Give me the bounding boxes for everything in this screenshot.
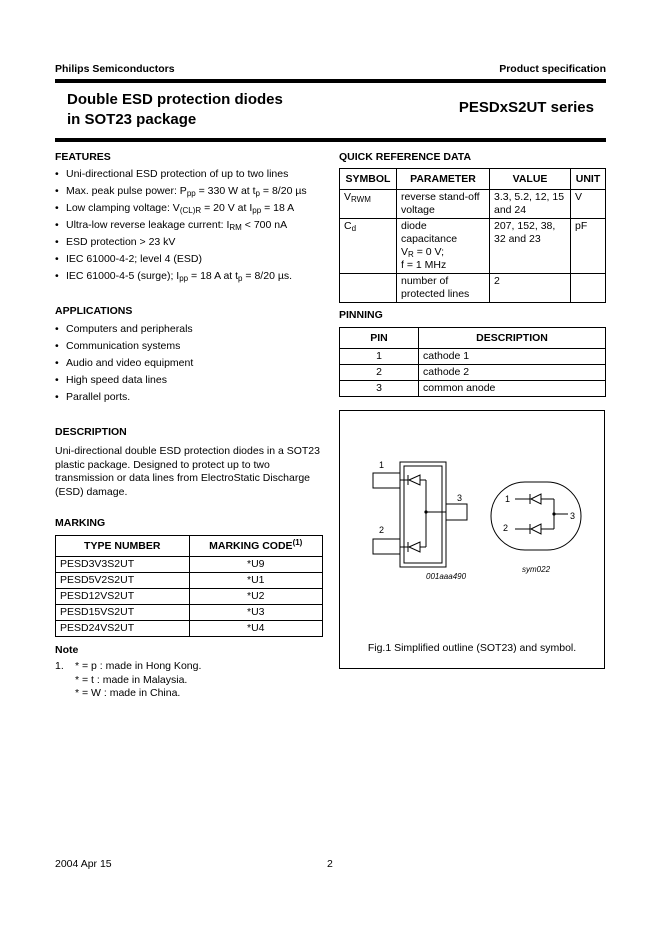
table-row	[56, 589, 323, 605]
subscript: pp	[179, 274, 189, 283]
figure-drawing	[340, 411, 604, 668]
col-unit: UNIT	[571, 169, 606, 190]
description-text: Uni-directional double ESD protection diodes in a SOT23 plastic package. Designed to protect up to two transmission or data lines from ElectroStatic Discharge (ESD) damage.	[55, 445, 320, 498]
type-number-cell: PESD12VS2UT	[56, 589, 190, 605]
col-value: VALUE	[490, 169, 571, 190]
marking-code-cell: *U9	[189, 557, 323, 573]
marking-table	[55, 535, 323, 637]
header-rule-top	[55, 79, 606, 83]
table-header-row	[56, 536, 323, 557]
pin1-lead	[373, 473, 400, 488]
feature-text: Low clamping voltage: V	[66, 202, 180, 214]
feature-text: = 20 V at I	[201, 202, 253, 214]
marking-heading: MARKING	[55, 517, 106, 529]
subscript: R	[408, 250, 414, 259]
diode-icon	[408, 475, 420, 485]
application-item: • Parallel ports.	[55, 389, 335, 406]
feature-text: IEC 61000-4-2; level 4 (ESD)	[66, 253, 202, 265]
marking-code-cell: *U4	[189, 621, 323, 637]
qrd-heading: QUICK REFERENCE DATA	[339, 151, 472, 163]
symbol-cell	[340, 190, 397, 219]
application-item: • Communication systems	[55, 338, 335, 355]
pin-cell: 3	[340, 381, 419, 397]
symbol-cell	[340, 219, 397, 274]
table-row	[56, 573, 323, 589]
figure-box	[339, 410, 605, 669]
subscript: p	[255, 189, 260, 198]
marking-code-cell: *U1	[189, 573, 323, 589]
feature-text: ESD protection > 23 kV	[66, 236, 176, 248]
subscript: d	[351, 224, 357, 233]
application-item: • High speed data lines	[55, 372, 335, 389]
symbol-text: C	[344, 220, 352, 232]
type-number-cell: PESD5V2S2UT	[56, 573, 190, 589]
description-heading: DESCRIPTION	[55, 426, 127, 438]
table-row	[340, 274, 606, 303]
document-type: Product specification	[499, 63, 606, 75]
table-row	[340, 219, 606, 274]
note-ref: (1)	[292, 537, 303, 547]
subscript: pp	[186, 189, 196, 198]
pin-cell: 2	[340, 365, 419, 381]
value-cell: 207, 152, 38, 32 and 23	[490, 219, 571, 274]
applications-heading: APPLICATIONS	[55, 305, 133, 317]
note-heading: Note	[55, 644, 79, 656]
application-item: • Computers and peripherals	[55, 321, 335, 338]
pin3-lead	[446, 504, 467, 520]
pinning-table	[339, 327, 606, 397]
figure-caption: Fig.1 Simplified outline (SOT23) and symbol.	[367, 642, 577, 654]
feature-text: IEC 61000-4-5 (surge); I	[66, 270, 180, 282]
quick-reference-table	[339, 168, 606, 303]
parameter-text: = 0 V;	[413, 246, 445, 258]
feature-item	[55, 217, 335, 234]
table-row	[56, 605, 323, 621]
subscript: (CL)R	[179, 206, 202, 215]
col-pin: PIN	[340, 328, 419, 349]
parameter-line: f = 1 MHz	[401, 259, 447, 271]
feature-item	[55, 268, 335, 285]
feature-text: Max. peak pulse power: P	[66, 185, 187, 197]
feature-text: = 330 W at t	[195, 185, 256, 197]
symbol-cell	[340, 274, 397, 303]
col-marking-code-label: MARKING CODE	[209, 539, 293, 552]
symbol-pin3-label: 3	[570, 511, 576, 521]
table-header-row	[340, 328, 606, 349]
outline-code: 001aaa490	[426, 572, 467, 581]
feature-text: Uni-directional ESD protection of up to two lines	[66, 168, 289, 180]
pin-cell: 1	[340, 349, 419, 365]
subscript: pp	[252, 206, 262, 215]
table-row	[56, 621, 323, 637]
description-cell: cathode 2	[419, 365, 606, 381]
diode-icon	[530, 524, 541, 534]
subscript: p	[238, 274, 243, 283]
table-header-row	[340, 169, 606, 190]
parameter-text: V	[401, 246, 409, 258]
parameter-cell: reverse stand-off voltage	[397, 190, 490, 219]
company-name: Philips Semiconductors	[55, 63, 175, 75]
type-number-cell: PESD15VS2UT	[56, 605, 190, 621]
value-cell: 3.3, 5.2, 12, 15 and 24	[490, 190, 571, 219]
symbol-pin2-label: 2	[503, 523, 509, 533]
parameter-cell	[397, 219, 490, 274]
col-symbol: SYMBOL	[340, 169, 397, 190]
title-line-1: Double ESD protection diodes	[67, 91, 283, 108]
feature-item	[55, 183, 335, 200]
feature-item	[55, 200, 335, 217]
junction-dot	[552, 512, 555, 515]
feature-text: = 18 A	[261, 202, 295, 214]
marking-code-cell: *U2	[189, 589, 323, 605]
product-series: PESDxS2UT series	[458, 99, 594, 116]
feature-text: = 18 A at t	[188, 270, 239, 282]
title-line-2: in SOT23 package	[67, 111, 197, 128]
parameter-line: diode capacitance	[401, 220, 458, 245]
applications-list	[55, 321, 335, 406]
col-description: DESCRIPTION	[419, 328, 606, 349]
marking-code-cell: *U3	[189, 605, 323, 621]
parameter-line	[401, 246, 485, 259]
description-cell: cathode 1	[419, 349, 606, 365]
feature-text: < 700 nA	[241, 219, 288, 231]
unit-cell: V	[571, 190, 606, 219]
outline-pin2-label: 2	[379, 525, 385, 535]
outline-pin3-label: 3	[457, 493, 463, 503]
feature-item	[55, 234, 335, 251]
diode-icon	[530, 494, 541, 504]
symbol-text: V	[344, 191, 352, 203]
junction-dot	[424, 510, 427, 513]
document-title	[67, 90, 283, 130]
feature-item	[55, 251, 335, 268]
pin2-lead	[373, 539, 400, 554]
diode-icon	[408, 542, 420, 552]
header-rule-bottom	[55, 138, 606, 142]
feature-text: = 8/20 µs.	[242, 270, 293, 282]
symbol-pin1-label: 1	[505, 494, 511, 504]
table-row	[340, 381, 606, 397]
package-body	[400, 462, 446, 567]
unit-cell: pF	[571, 219, 606, 274]
value-cell: 2	[490, 274, 571, 303]
feature-text: = 8/20 µs	[260, 185, 307, 197]
outline-pin1-label: 1	[379, 460, 385, 470]
type-number-cell: PESD24VS2UT	[56, 621, 190, 637]
type-number-cell: PESD3V3S2UT	[56, 557, 190, 573]
table-row	[340, 349, 606, 365]
note-lines	[75, 660, 201, 701]
feature-item	[55, 166, 335, 183]
pinning-heading: PINNING	[339, 309, 383, 321]
symbol-code: sym022	[522, 565, 551, 574]
table-row	[340, 365, 606, 381]
footer-date: 2004 Apr 15	[55, 858, 112, 870]
parameter-cell: number of protected lines	[397, 274, 490, 303]
subscript: RWM	[351, 195, 371, 204]
feature-text: Ultra-low reverse leakage current: I	[66, 219, 230, 231]
subscript: RM	[229, 223, 242, 232]
features-heading: FEATURES	[55, 151, 111, 163]
circuit-symbol	[491, 482, 581, 550]
note-line: * = p : made in Hong Kong.	[75, 660, 202, 672]
application-item: • Audio and video equipment	[55, 355, 335, 372]
col-marking-code	[189, 536, 323, 557]
symbol-outline	[491, 482, 581, 550]
table-row	[340, 190, 606, 219]
col-type-number: TYPE NUMBER	[56, 536, 190, 557]
table-row	[56, 557, 323, 573]
features-list	[55, 166, 335, 285]
col-parameter: PARAMETER	[397, 169, 490, 190]
note-line: * = W : made in China.	[75, 687, 181, 699]
description-cell: common anode	[419, 381, 606, 397]
note-line: * = t : made in Malaysia.	[75, 673, 188, 686]
note-number: 1.	[55, 660, 64, 672]
unit-cell	[571, 274, 606, 303]
page-number: 2	[327, 858, 333, 870]
